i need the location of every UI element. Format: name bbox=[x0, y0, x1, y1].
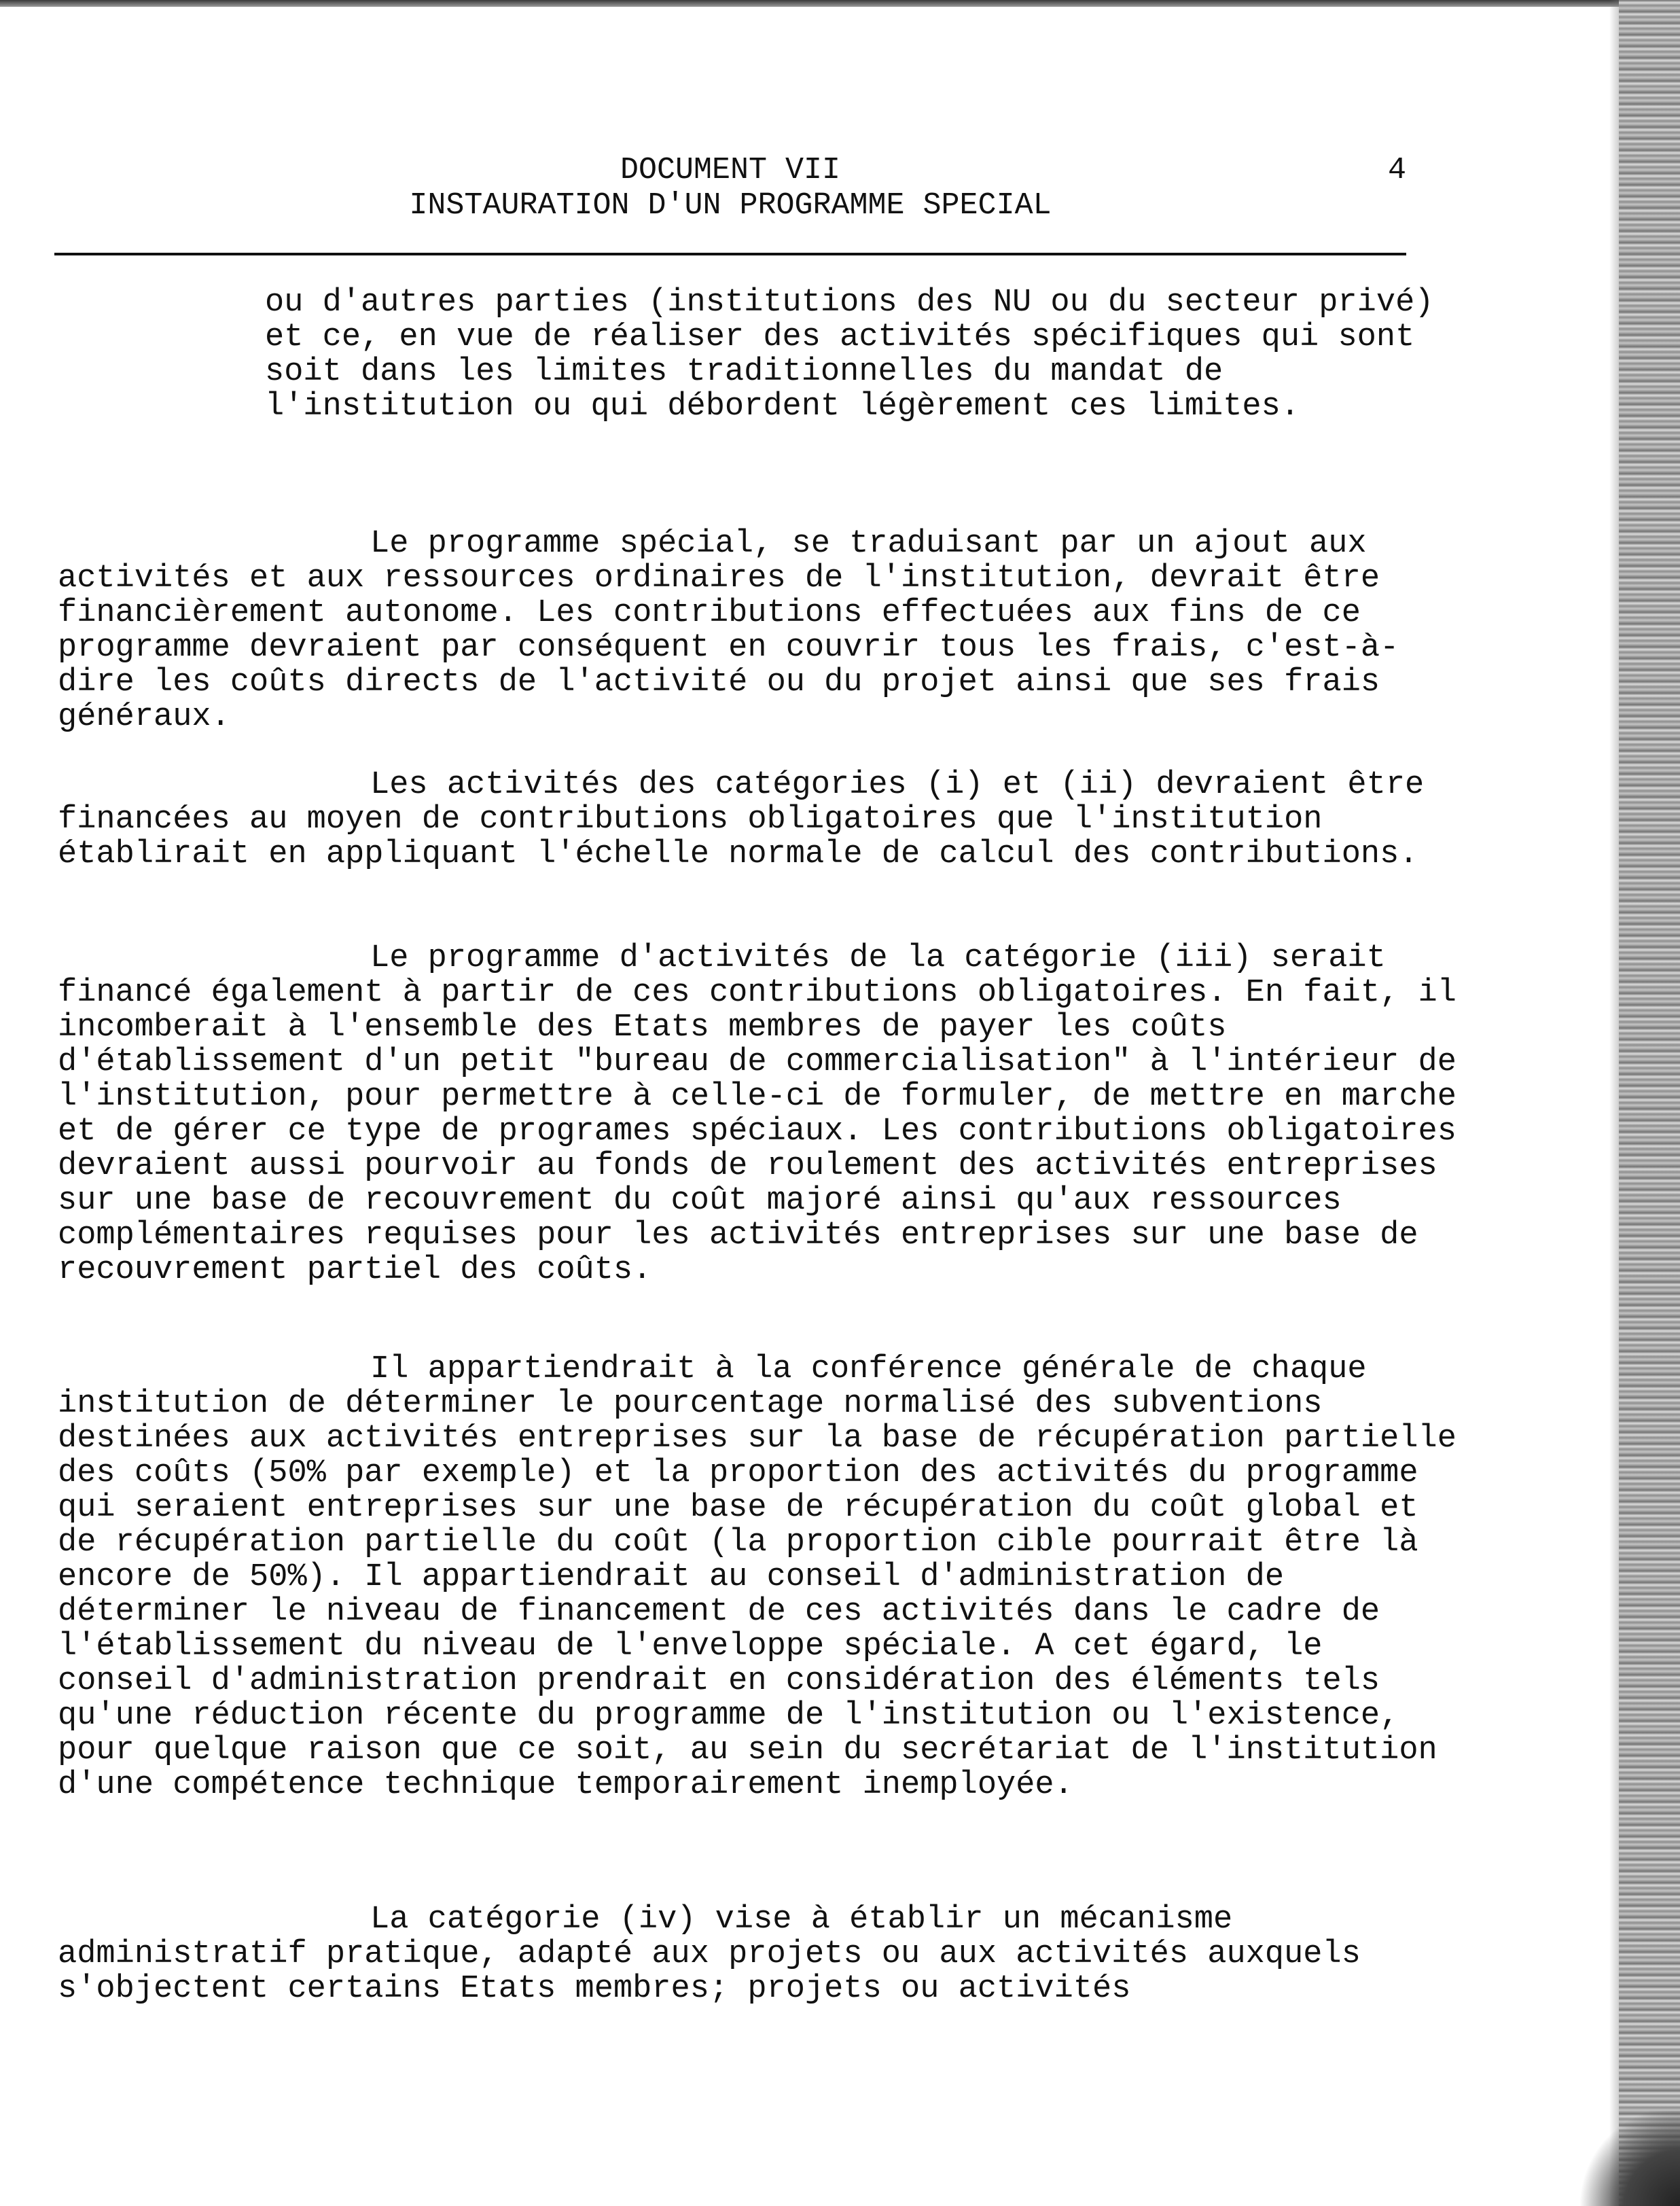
paragraph-text: Les activités des catégories (i) et (ii) devraient être financées au moyen de contributions obligatoires que l'institution établirait en appliquant l'échelle normale de calcul des contributions. bbox=[58, 767, 1425, 872]
paragraph-continuation bbox=[265, 285, 1488, 424]
paragraph-general-conference bbox=[58, 1352, 1457, 1802]
paragraph-self-financing bbox=[58, 527, 1457, 734]
scan-binding-edge bbox=[1619, 0, 1680, 2206]
paragraph-category-iv bbox=[58, 1902, 1457, 2006]
scan-corner-shadow bbox=[1578, 2111, 1680, 2206]
paragraph-categories-i-ii bbox=[58, 768, 1457, 872]
header-rule bbox=[54, 253, 1406, 255]
paragraph-text: Il appartiendrait à la conférence générale de chaque institution de déterminer le pourcentage normalisé des subventions destinées aux activités entreprises sur la base de récupération partielle des coûts (50% par exemple) et la proportion des activités du programme qui seraient entreprises sur une base de récupération du coût global et de récupération partielle du coût (la proportion cible pourrait être là encore de 50%). Il appartiendrait au conseil d'administration de déterminer le niveau de financement de ces activités dans le cadre de l'établissement du niveau de l'enveloppe spéciale. A cet égard, le conseil d'administration prendrait en considération des éléments tels qu'une réduction récente du programme de l'institution ou l'existence, pour quelque raison que ce soit, au sein du secrétariat de l'institution d'une compétence technique temporairement inemployée. bbox=[58, 1351, 1456, 1803]
paragraph-category-iii bbox=[58, 941, 1457, 1287]
document-number: DOCUMENT VII bbox=[620, 153, 841, 188]
paragraph-text: La catégorie (iv) vise à établir un mécanisme administratif pratique, adapté aux projets ou aux activités auxquels s'objectent certains Etats membres; projets ou activités bbox=[58, 1902, 1361, 2007]
paragraph-text: ou d'autres parties (institutions des NU ou du secteur privé) et ce, en vue de réaliser des activités spécifiques qui sont soit dans les limites traditionnelles du mandat de l'institution ou qui débordent légèrement ces limites. bbox=[265, 285, 1434, 425]
document-title: INSTAURATION D'UN PROGRAMME SPECIAL bbox=[409, 188, 1052, 223]
paragraph-text: Le programme spécial, se traduisant par un ajout aux activités et aux ressources ordinaires de l'institution, devrait être financièrement autonome. Les contributions effectuées aux fins de ce programme devraient par conséquent en couvrir tous les frais, c'est-à-dire les coûts directs de l'activité ou du projet ainsi que ses frais généraux. bbox=[58, 526, 1399, 735]
page-number: 4 bbox=[1387, 153, 1406, 188]
paragraph-text: Le programme d'activités de la catégorie (iii) serait financé également à partir de ces contributions obligatoires. En fait, il incomberait à l'ensemble des Etats membres de payer les coûts d'établissement d'un petit "bureau de commercialisation" à l'intérieur de l'institution, pour permettre à celle-ci de formuler, de mettre en marche et de gérer ce type de programes spéciaux. Les contributions obligatoires devraient aussi pourvoir au fonds de roulement des activités entreprises sur une base de recouvrement du coût majoré ainsi qu'aux ressources complémentaires requises pour les activités entreprises sur une base de recouvrement partiel des coûts. bbox=[58, 940, 1456, 1288]
scan-top-edge bbox=[0, 0, 1680, 7]
page-header bbox=[54, 153, 1406, 224]
